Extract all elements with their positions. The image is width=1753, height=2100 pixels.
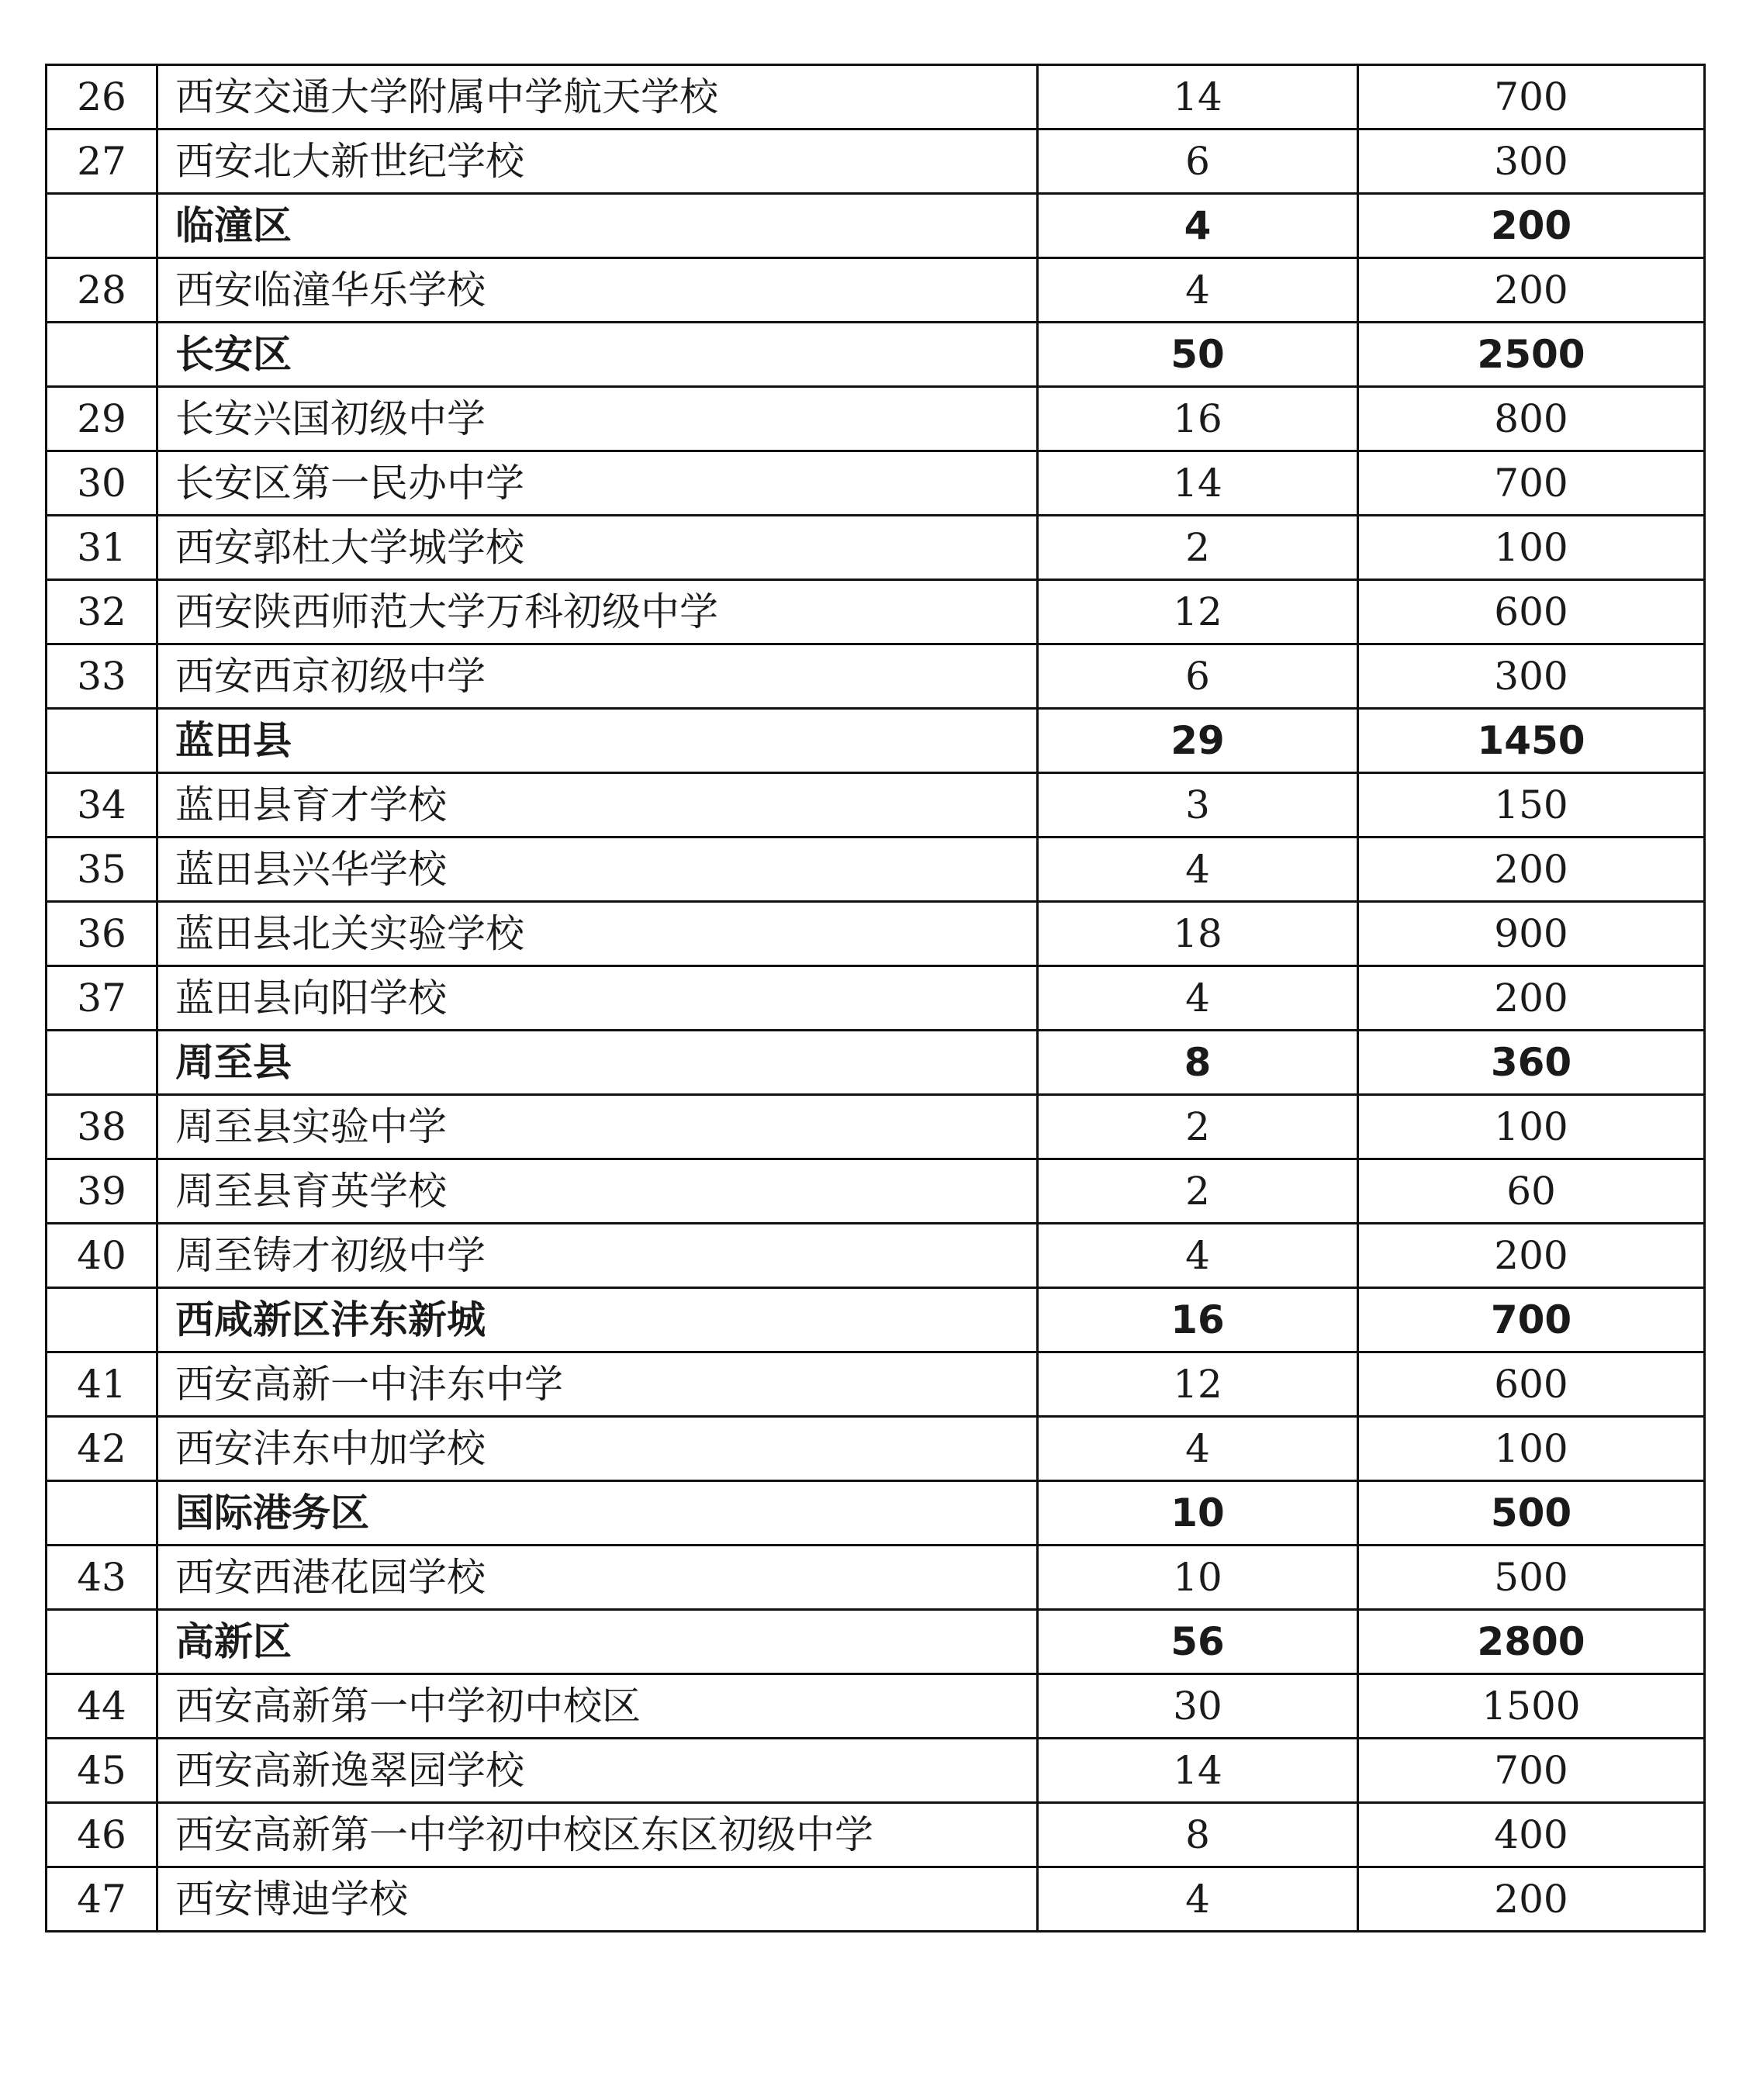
district-subtotal-row — [47, 1481, 1705, 1546]
row-number-cell — [47, 1288, 157, 1352]
district-name-cell: 国际港务区 — [157, 1481, 1038, 1546]
class-count-cell: 16 — [1038, 387, 1358, 451]
school-row — [47, 966, 1705, 1031]
student-count-cell: 700 — [1358, 1739, 1705, 1803]
school-name-cell: 西安陕西师范大学万科初级中学 — [157, 580, 1038, 644]
school-name-cell: 蓝田县向阳学校 — [157, 966, 1038, 1031]
school-row — [47, 644, 1705, 709]
school-row — [47, 1546, 1705, 1610]
class-count-cell: 4 — [1038, 1867, 1358, 1932]
row-number-cell: 47 — [47, 1867, 157, 1932]
class-count-cell: 8 — [1038, 1803, 1358, 1867]
student-count-cell: 600 — [1358, 580, 1705, 644]
class-count-cell: 4 — [1038, 258, 1358, 323]
class-count-cell: 2 — [1038, 1159, 1358, 1224]
district-subtotal-row — [47, 1031, 1705, 1095]
student-count-cell: 200 — [1358, 194, 1705, 258]
school-row — [47, 1867, 1705, 1932]
student-count-cell: 1500 — [1358, 1674, 1705, 1739]
row-number-cell: 36 — [47, 902, 157, 966]
class-count-cell: 8 — [1038, 1031, 1358, 1095]
row-number-cell: 41 — [47, 1352, 157, 1417]
district-subtotal-row — [47, 1288, 1705, 1352]
row-number-cell: 27 — [47, 130, 157, 194]
school-row — [47, 451, 1705, 516]
class-count-cell: 6 — [1038, 130, 1358, 194]
school-name-cell: 长安区第一民办中学 — [157, 451, 1038, 516]
student-count-cell: 500 — [1358, 1481, 1705, 1546]
row-number-cell: 34 — [47, 773, 157, 838]
school-name-cell: 西安交通大学附属中学航天学校 — [157, 65, 1038, 130]
district-name-cell: 周至县 — [157, 1031, 1038, 1095]
class-count-cell: 4 — [1038, 966, 1358, 1031]
school-name-cell: 西安高新第一中学初中校区东区初级中学 — [157, 1803, 1038, 1867]
school-row — [47, 1674, 1705, 1739]
school-row — [47, 258, 1705, 323]
school-name-cell: 长安兴国初级中学 — [157, 387, 1038, 451]
class-count-cell: 4 — [1038, 838, 1358, 902]
student-count-cell: 200 — [1358, 258, 1705, 323]
class-count-cell: 16 — [1038, 1288, 1358, 1352]
district-subtotal-row — [47, 1610, 1705, 1674]
row-number-cell: 40 — [47, 1224, 157, 1288]
school-row — [47, 1095, 1705, 1159]
school-name-cell: 西安高新一中沣东中学 — [157, 1352, 1038, 1417]
row-number-cell: 26 — [47, 65, 157, 130]
school-name-cell: 蓝田县育才学校 — [157, 773, 1038, 838]
school-row — [47, 387, 1705, 451]
class-count-cell: 14 — [1038, 65, 1358, 130]
school-name-cell: 蓝田县北关实验学校 — [157, 902, 1038, 966]
district-name-cell: 高新区 — [157, 1610, 1038, 1674]
row-number-cell — [47, 194, 157, 258]
student-count-cell: 60 — [1358, 1159, 1705, 1224]
student-count-cell: 500 — [1358, 1546, 1705, 1610]
class-count-cell: 4 — [1038, 194, 1358, 258]
school-row — [47, 1803, 1705, 1867]
student-count-cell: 100 — [1358, 1417, 1705, 1481]
school-row — [47, 65, 1705, 130]
row-number-cell: 31 — [47, 516, 157, 580]
row-number-cell — [47, 1610, 157, 1674]
student-count-cell: 360 — [1358, 1031, 1705, 1095]
school-name-cell: 周至铸才初级中学 — [157, 1224, 1038, 1288]
class-count-cell: 30 — [1038, 1674, 1358, 1739]
class-count-cell: 2 — [1038, 516, 1358, 580]
school-name-cell: 西安西港花园学校 — [157, 1546, 1038, 1610]
class-count-cell: 2 — [1038, 1095, 1358, 1159]
row-number-cell: 37 — [47, 966, 157, 1031]
district-name-cell: 长安区 — [157, 323, 1038, 387]
school-name-cell: 西安郭杜大学城学校 — [157, 516, 1038, 580]
row-number-cell: 46 — [47, 1803, 157, 1867]
school-row — [47, 902, 1705, 966]
school-row — [47, 1352, 1705, 1417]
school-row — [47, 130, 1705, 194]
student-count-cell: 200 — [1358, 966, 1705, 1031]
class-count-cell: 14 — [1038, 1739, 1358, 1803]
district-subtotal-row — [47, 323, 1705, 387]
student-count-cell: 100 — [1358, 1095, 1705, 1159]
school-row — [47, 516, 1705, 580]
student-count-cell: 200 — [1358, 838, 1705, 902]
student-count-cell: 700 — [1358, 65, 1705, 130]
class-count-cell: 10 — [1038, 1546, 1358, 1610]
school-name-cell: 周至县实验中学 — [157, 1095, 1038, 1159]
school-name-cell: 蓝田县兴华学校 — [157, 838, 1038, 902]
school-row — [47, 1417, 1705, 1481]
class-count-cell: 14 — [1038, 451, 1358, 516]
row-number-cell — [47, 1481, 157, 1546]
school-name-cell: 西安北大新世纪学校 — [157, 130, 1038, 194]
student-count-cell: 400 — [1358, 1803, 1705, 1867]
school-name-cell: 西安西京初级中学 — [157, 644, 1038, 709]
class-count-cell: 4 — [1038, 1224, 1358, 1288]
district-subtotal-row — [47, 709, 1705, 773]
school-row — [47, 838, 1705, 902]
row-number-cell: 30 — [47, 451, 157, 516]
student-count-cell: 900 — [1358, 902, 1705, 966]
school-row — [47, 1739, 1705, 1803]
row-number-cell: 32 — [47, 580, 157, 644]
student-count-cell: 300 — [1358, 130, 1705, 194]
school-enrollment-table — [45, 64, 1706, 1932]
row-number-cell: 35 — [47, 838, 157, 902]
district-name-cell: 蓝田县 — [157, 709, 1038, 773]
row-number-cell — [47, 709, 157, 773]
student-count-cell: 150 — [1358, 773, 1705, 838]
student-count-cell: 200 — [1358, 1224, 1705, 1288]
row-number-cell — [47, 1031, 157, 1095]
school-row — [47, 1159, 1705, 1224]
school-row — [47, 1224, 1705, 1288]
row-number-cell: 44 — [47, 1674, 157, 1739]
school-name-cell: 周至县育英学校 — [157, 1159, 1038, 1224]
class-count-cell: 12 — [1038, 1352, 1358, 1417]
row-number-cell: 33 — [47, 644, 157, 709]
table-body — [47, 65, 1705, 1932]
district-subtotal-row — [47, 194, 1705, 258]
school-name-cell: 西安高新第一中学初中校区 — [157, 1674, 1038, 1739]
class-count-cell: 3 — [1038, 773, 1358, 838]
student-count-cell: 2500 — [1358, 323, 1705, 387]
student-count-cell: 800 — [1358, 387, 1705, 451]
row-number-cell — [47, 323, 157, 387]
row-number-cell: 45 — [47, 1739, 157, 1803]
row-number-cell: 38 — [47, 1095, 157, 1159]
row-number-cell: 42 — [47, 1417, 157, 1481]
student-count-cell: 600 — [1358, 1352, 1705, 1417]
student-count-cell: 700 — [1358, 1288, 1705, 1352]
district-name-cell: 临潼区 — [157, 194, 1038, 258]
row-number-cell: 39 — [47, 1159, 157, 1224]
class-count-cell: 50 — [1038, 323, 1358, 387]
class-count-cell: 29 — [1038, 709, 1358, 773]
row-number-cell: 43 — [47, 1546, 157, 1610]
school-row — [47, 580, 1705, 644]
student-count-cell: 300 — [1358, 644, 1705, 709]
student-count-cell: 100 — [1358, 516, 1705, 580]
student-count-cell: 2800 — [1358, 1610, 1705, 1674]
row-number-cell: 29 — [47, 387, 157, 451]
district-name-cell: 西咸新区沣东新城 — [157, 1288, 1038, 1352]
class-count-cell: 56 — [1038, 1610, 1358, 1674]
student-count-cell: 1450 — [1358, 709, 1705, 773]
row-number-cell: 28 — [47, 258, 157, 323]
student-count-cell: 700 — [1358, 451, 1705, 516]
class-count-cell: 4 — [1038, 1417, 1358, 1481]
class-count-cell: 10 — [1038, 1481, 1358, 1546]
class-count-cell: 18 — [1038, 902, 1358, 966]
school-row — [47, 773, 1705, 838]
school-name-cell: 西安沣东中加学校 — [157, 1417, 1038, 1481]
school-name-cell: 西安高新逸翠园学校 — [157, 1739, 1038, 1803]
school-name-cell: 西安临潼华乐学校 — [157, 258, 1038, 323]
student-count-cell: 200 — [1358, 1867, 1705, 1932]
class-count-cell: 6 — [1038, 644, 1358, 709]
class-count-cell: 12 — [1038, 580, 1358, 644]
school-name-cell: 西安博迪学校 — [157, 1867, 1038, 1932]
